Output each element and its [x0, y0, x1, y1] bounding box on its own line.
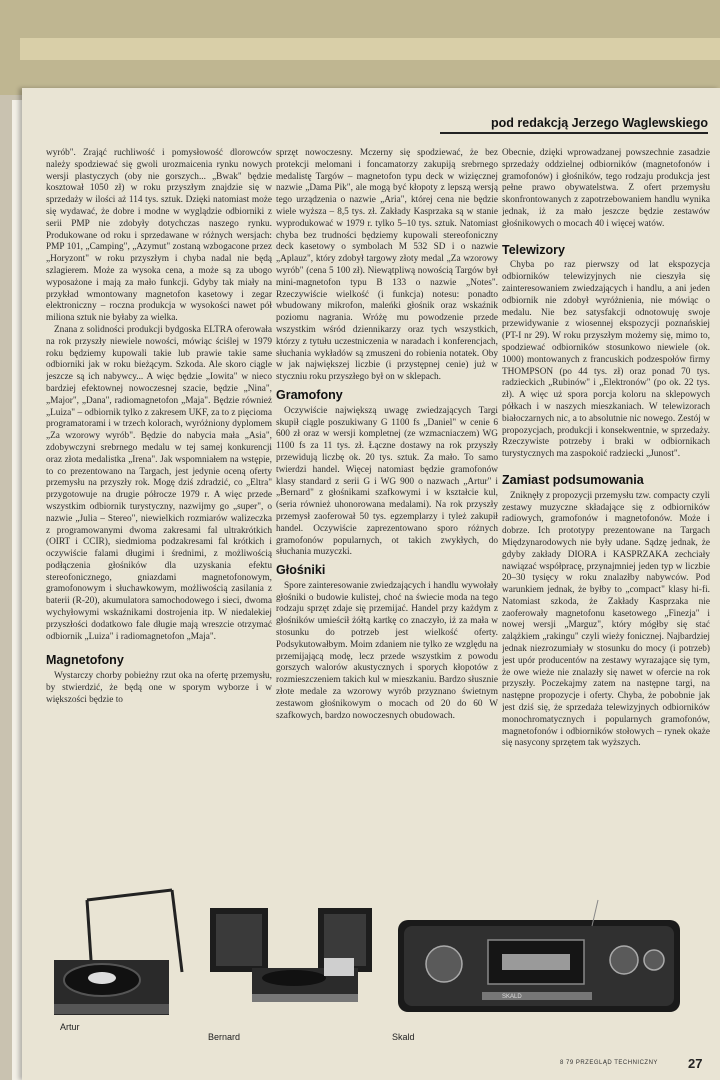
skald-label: SKALD	[502, 994, 522, 1000]
paragraph: Obecnie, dzięki wprowadzanej powszechnie zasadzie sprzedaży oddzielnej odbiorników (magnetofonów i gramofonów) i głośników, tego rodzaju produkcja jest pełne prawo obywatelstwa. Z ofert przemysłu skonfrontowanych z zapotrzebowaniem handlu wynika jednak, iż za mało jeszcze będzie zestawów głośnikowych o mocach 40 i więcej watów.	[502, 148, 710, 229]
heading-telewizory: Telewizory	[502, 242, 565, 257]
caption-artur: Artur	[60, 1022, 80, 1032]
background-strip	[20, 38, 720, 60]
heading-zamiast-podsumowania: Zamiast podsumowania	[502, 472, 644, 487]
column-1	[46, 148, 272, 878]
footer-text: 8 79 PRZEGLĄD TECHNICZNY	[560, 1060, 658, 1066]
paragraph: Zniknęły z propozycji przemysłu tzw. compacty czyli zestawy muzyczne składające się z odbiorników radiowych, gramofonów i magnetofonów. Może i dobrze. Ich prototypy prezentowane na Targach Międzynarodowych nie były udane. Sądzę jednak, że gdyby zakłady DIORA i KASPRZAKA zechciały nawiązać współpracę, przynajmniej jeden typ w liczbie 20–30 tysięcy w roku znalazłby nabywców. Pod warunkiem jednak, że byłby to „compact" klasy hi-fi. Natomiast szkoda, że Zakłady Kasprzaka nie zaoferowały magnetofonu kasetowego „Finezja" i nowej wersji „Marguz", który mógłby się stać zalążkiem „rakingu" czyli wieży fonicznej. Najbardziej jednak niezrozumiały w stosunku do mocy (i potrzeb) jest upór producentów na zestawy wyrazające się tym, że owe wieże nie znalazły się nawet w ofercie na rok przyszły. Poczekajmy zatem na następne targi, na następne propozycje i oferty. Chyba, że pobobnie jak jest dziś się, że sprzedaża telewizyjnych odbiorników monochromatycznych i popularnych gramofonów, magnetofonów i odbiorników stołowych – rynek okaże się nasycony sprzętem tak wyższych.	[502, 490, 710, 749]
background-band	[0, 0, 720, 95]
caption-skald: Skald	[392, 1032, 415, 1042]
column-2	[276, 148, 498, 878]
product-photos	[32, 880, 712, 1042]
section-header: pod redakcją Jerzego Waglewskiego	[440, 116, 708, 134]
heading-magnetofony: Magnetofony	[46, 653, 124, 668]
column-3	[502, 148, 710, 878]
paragraph: Znana z solidności produkcji bydgoska ELTRA oferowała na rok przyszły niewiele nowości, mówiąc ściślej w 1979 roku będziemy kupowali takie lub prawie takie same odbiorniki jak w roku bieżącym. Szkoda. Ale skoro ciągle jeszcze są ich nabywcy... A więc będzie „Iowita" w nieco bardziej efektownej nowoczesnej szacie, będzie „Nina", „Major", „Dana", radiomagnetofon „Maja". Będzie również „Luiza" – odbiornik tylko z zakresem UKF, za to z pięcioma programatorami i w trzech kolorach, wyróżniony dyplomem „Za wzorowy wyrób". Będzie do nabycia mała „Asia", zdobywczyni srebrnego medalu w tej samej konkurencji oraz złota medalistka „Irena". Jak wspomniałem na wstępie, to co prezentowano na Targach, jest jedynie oceną oferty przemysłu na przyszły rok. Mogę dziś zdradzić, co „Eltra" przygotowuje na drugie półrocze 1979 r. A więc przede wszystkim odbiornik turystyczny, nazwijmy go „super", o nazwie „Julia – Stereo", niewielkich rozmiarów walizeczka z programowanymi dwoma zakresami fal ultrakrótkich (OIRT i CCIR), siedmioma podzakresami fal krótkich i oczywiście falami długimi i średnimi, z możliwością podłączenia głośników dla uzyskania efektu stereofonicznego, gniazdami magnetofonowym, gramofonowym i słuchawkowym, możliwością zasilania z baterii (R-20), akumulatora samochodowego i sieci, dwoma wychyłowymi wskaźnikami dostrojenia itp. W niedalekiej przyszłości dodatkowo fale długie mają wreszcie otrzymać odbiornik „Luiza" i radiomagnetofon „Maja".	[46, 324, 272, 642]
paragraph: wyrób". Zrająć ruchliwość i pomysłowość dlorowców należy spodziewać się gwoli urozmaicenia rynku nowych wersji plastyczych (oby nie gorszych... „Bwak" będzie kosztował 1050 zł) w roku przyszłym znajdzie się w sprzedaży w ilości aż 114 tys. sztuk. Dzięki natomiast może się wydawać, że dobre i modne w wyglądzie odbiorniki z serii PMP nie zdobyły dotychczas naszego rynku. Produkowane od roku i sprzedawane w różnych wersjach: PMP 101, „Camping", „Azymut" zostaną wzbogacone przez „Horyzont" w roku przyszłym i chyba nadal nie będą szlagierem. Może za wysoka cena, a może są za ubogo wyposażone i mają za mało funkcji. Gdyby tak miały na przykład wmontowany magnetofon kasetowy i zegar elektroniczny – roczna produkcja w wysokości nawet pół miliona sztuk nie byłaby za wielka.	[46, 148, 272, 324]
heading-gramofony: Gramofony	[276, 387, 343, 402]
paragraph: Wystarczy chorby pobieżny rzut oka na ofertę przemysłu, by stwierdzić, że będą one w sporym wyborze i w większości będzie to	[46, 671, 272, 705]
paragraph: Chyba po raz pierwszy od lat ekspozycja odbiorników telewizyjnych nie cieszyła się zainteresowaniem zwiedzających i handlu, a ani jeden odbiornik nie zdobył wyróżnienia, nie mówiąc o medalu. Nie bez satysfakcji odnotowuję swoje przewidywanie z wiosennej ekspozycji poznańskiej (PT-I nr 29). W roku przyszłym możemy się, mimo to, spodziewać odbiorników stosunkowo niewiele (ok. 1000) montowanych z francuskich podzespołów firmy THOMPSON (po 44 tys. zł) oraz ponad 70 tys. radzieckich „Rubinów" i „Elektronów" (po ok. 22 tys. zł). A więc uż spora porcja koloru na sklepowych półkach i w naszych mieszkaniach. W telewizorach białoczarnych nic, a to absolutnie nic nowego. Zestój w propozycjach, produkcji i konsekwentnie, w sprzedaży. Rzeczywiste potrzeby i braki w odbiornikach turystycznych ma zaspokoić radziecki „Junost".	[502, 260, 710, 460]
caption-bernard: Bernard	[208, 1032, 241, 1042]
paragraph: Spore zainteresowanie zwiedzających i handlu wywołały głośniki o budowie kulistej, choć na świecie moda na tego rodzaju sprzęt zdaje się przemijać. Handel przy każdym z głośników umieścił żółtą kartkę co znaczyło, iż za mała w stosunku do potrzeb jest wielkość oferty. Podsykutowałbym. Moim zdaniem nie tylko ze względu na przemijającą modę, lecz przede wszystkim z powodu gorszych walorów akustycznych i sporych kłopotów z rozmieszczeniem takich kul w mieszkaniu. Bardzo słusznie złote medale za wzorowy wyrób przyznano świetnym zestawom głośnikowym o mocach od 20 do 60 W szafkowych, bardzo nowoczesnych obudowach.	[276, 580, 498, 721]
page-number: 27	[688, 1056, 703, 1071]
paragraph: Oczywiście największą uwagę zwiedzających Targi skupił ciągle poszukiwany G 1100 fs „Daniel" w cenie 6 600 zł oraz w wersji kompletnej (ze wzmacniaczem) WG 1100 fs za 11 tys. zł. Łączne dostawy na rok przyszły przewidują liczbę ok. 20 tys. sztuk. Za mało. To samo twierdzi handel. Więcej natomiast będzie gramofonów klasy standard z serii G i WG 900 o nazwach „Artur" i „Bernard" z głośnikami szafkowymi i w kształcie kul, (seria również uhonorowana medalami). Na rok przyszły przemysł zaoferował 50 tys. egzemplarzy i tyleż zakupił handel. Oczywiście zaprezentowano sporo różnych gramofonów popularnych, ot takich zwykłych, do słuchania muzyczki.	[276, 405, 498, 558]
heading-glosniki: Głośniki	[276, 563, 326, 578]
paragraph: sprzęt nowoczesny. Mczerny się spodziewać, że bez protekcji melomani i foncamatorzy zakupiją srebrnego medalistę Targów – magnetofon typu deck w wizięcznej nazwie „Dama Pik", ale mogą być kłopoty z lepszą wersją tego urządzenia o nazwie „Aria", której cena nie będzie wiele wyższa – 8,5 tys. zł. Zakłady Kasprzaka są w stanie wyprodukować w 1979 r. tylko 5–10 tys. sztuk. Natomiast chyba bez trudności będziemy kupowali stereofoniczny deck kasetowy o symbolach M 532 SD i o nazwie „Aplauz", który zdobył targowy złoty medal „Za wzorowy wyrób" (cena 5 100 zł). Niewątpliwą nowością Targów był mini-magnetofon typu B 133 o nazwie „Notes". Rzeczywiście wielkość (i funkcja) notesu: ponadto wbudowany mikrofon, maleńki głośnik oraz wskaźnik poziomu nagrania. Wróżę mu powodzenie przede wszystkim wśród dziennikarzy oraz tych wszystkich, którzy z tytułu uczestniczenia w naradach i konferencjach, słuchania wykładów są zmuszeni do robienia notatek. Oby w jak największej liczbie (i przystępnej cenie) już w styczniu roku przyszłego był on w sklepach.	[276, 148, 498, 383]
photo-strip	[32, 880, 712, 1032]
